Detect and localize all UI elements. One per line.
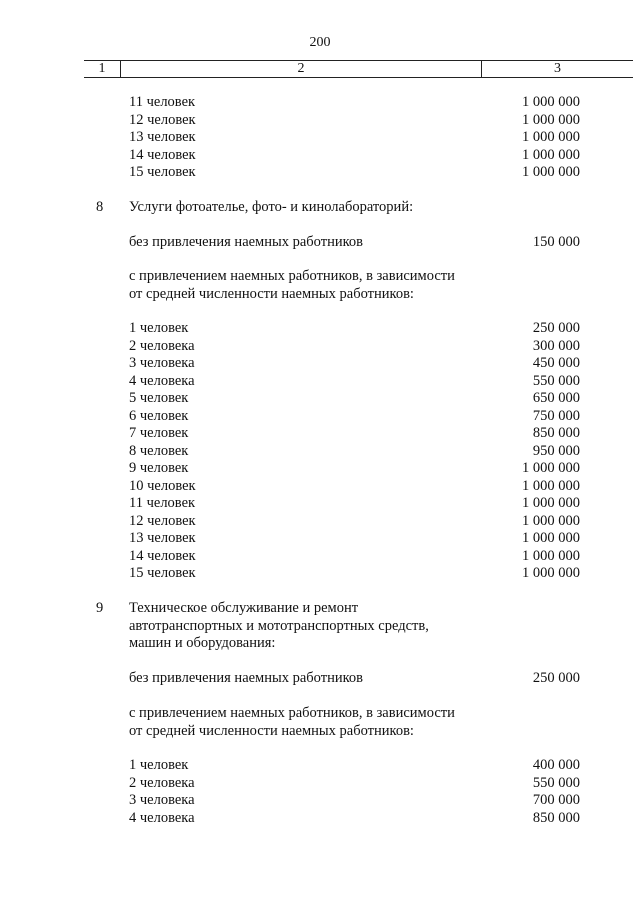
header-col-2: 2 [121, 61, 482, 77]
row-label: 5 человек [129, 390, 189, 406]
section-8-no-hire-value: 150 000 [532, 234, 580, 250]
section-9-title: автотранспортных и мототранспортных средств, [129, 617, 429, 634]
row-label: 2 человека [129, 774, 195, 791]
row-label: 13 человек [129, 129, 196, 145]
row-label: 12 человек [129, 512, 196, 529]
row-label: 1 человек [129, 757, 189, 773]
row-label: 11 человек [129, 94, 196, 110]
row-label: 7 человек [129, 425, 189, 441]
header-col-3: 3 [554, 61, 561, 76]
page-number: 200 [309, 35, 331, 50]
row-value: 1 000 000 [522, 460, 580, 476]
row-value: 450 000 [532, 355, 580, 371]
row-label: 11 человек [129, 495, 196, 511]
row-value: 300 000 [532, 337, 580, 354]
row-label: 15 человек [129, 565, 196, 581]
row-label: 3 человека [129, 792, 195, 808]
row-label: 8 человек [129, 442, 189, 459]
row-value: 1 000 000 [522, 495, 580, 511]
row-value: 650 000 [532, 390, 580, 406]
row-value: 1 000 000 [522, 512, 580, 529]
row-label: 4 человека [129, 809, 195, 826]
header-col-1: 1 [84, 61, 121, 77]
row-label: 14 человек [129, 146, 196, 163]
section-9-no-hire-value: 250 000 [532, 670, 580, 686]
row-label: 1 человек [129, 320, 189, 336]
section-9-hire-text: с привлечением наемных работников, в зависимости [129, 705, 455, 721]
row-value: 1 000 000 [522, 530, 580, 546]
row-value: 850 000 [532, 425, 580, 441]
row-value: 950 000 [532, 442, 580, 459]
section-8-hire-text: от средней численности наемных работников: [129, 285, 414, 302]
section-8-title: Услуги фотоателье, фото- и кинолабораторий: [129, 199, 414, 215]
row-label: 15 человек [129, 164, 196, 180]
row-value: 750 000 [532, 407, 580, 424]
row-value: 1 000 000 [522, 164, 580, 180]
row-value: 700 000 [532, 792, 580, 808]
row-value: 1 000 000 [522, 477, 580, 494]
table-header [84, 60, 633, 78]
section-9-no-hire-label: без привлечения наемных работников [129, 670, 363, 686]
row-label: 4 человека [129, 372, 195, 389]
row-value: 550 000 [532, 774, 580, 791]
section-9-title: машин и оборудования: [129, 635, 276, 651]
row-value: 1 000 000 [522, 129, 580, 145]
section-9-hire-text: от средней численности наемных работников: [129, 722, 414, 739]
section-9-title: Техническое обслуживание и ремонт [129, 600, 359, 616]
row-label: 14 человек [129, 547, 196, 564]
row-value: 550 000 [532, 372, 580, 389]
row-label: 6 человек [129, 407, 189, 424]
row-value: 1 000 000 [522, 146, 580, 163]
section-9-number: 9 [96, 600, 104, 616]
section-8-no-hire-label: без привлечения наемных работников [129, 234, 363, 250]
section-8-hire-text: с привлечением наемных работников, в зависимости [129, 268, 455, 284]
row-value: 1 000 000 [522, 94, 580, 110]
row-value: 400 000 [532, 757, 580, 773]
row-value: 1 000 000 [522, 565, 580, 581]
row-label: 2 человека [129, 337, 195, 354]
section-8-number: 8 [96, 199, 104, 215]
row-value: 1 000 000 [522, 111, 580, 128]
row-value: 1 000 000 [522, 547, 580, 564]
row-label: 13 человек [129, 530, 196, 546]
row-label: 12 человек [129, 111, 196, 128]
row-label: 10 человек [129, 477, 196, 494]
row-label: 9 человек [129, 460, 189, 476]
row-value: 250 000 [532, 320, 580, 336]
row-label: 3 человека [129, 355, 195, 371]
row-value: 850 000 [532, 809, 580, 826]
